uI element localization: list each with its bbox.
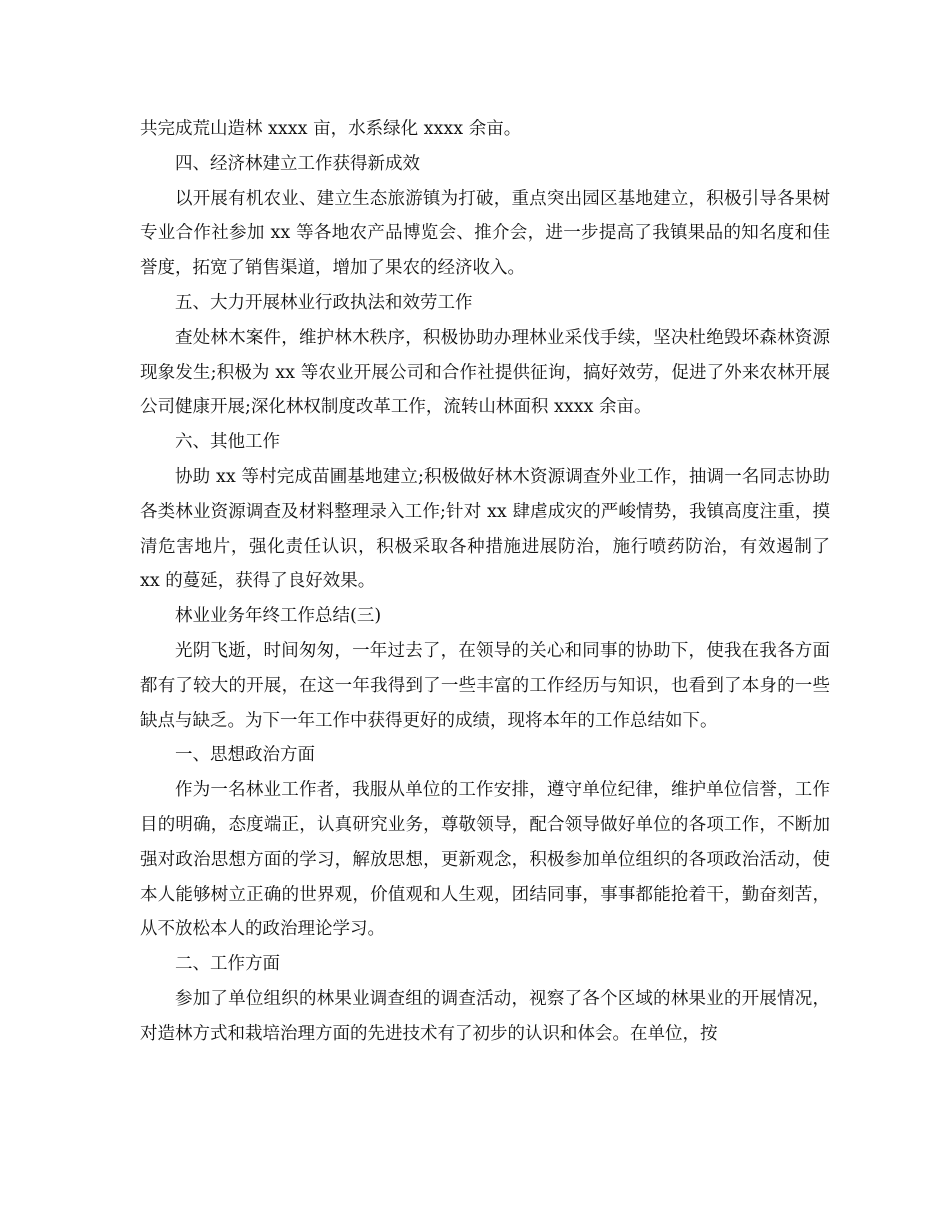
paragraph-introduction: 光阴飞逝，时间匆匆，一年过去了，在领导的关心和同事的协助下，使我在我各方面都有了较大的开展，在这一年我得到了一些丰富的工作经历与知识，也看到了本身的一些缺点与缺乏。为下一年工作中获得更好的成绩，现将本年的工作总结如下。 <box>140 640 830 731</box>
section-heading-economic-forest: 四、经济林建立工作获得新成效 <box>175 153 420 174</box>
document-subtitle: 林业业务年终工作总结(三) <box>175 606 382 627</box>
paragraph-economic-forest: 以开展有机农业、建立生态旅游镇为打破，重点突出园区基地建立，积极引导各果树专业合作社参加 xx 等各地农产品博览会、推介会，进一步提高了我镇果品的知名度和佳誉度，拓宽了销售渠道，增加了果农的经济收入。 <box>140 188 830 279</box>
section-heading-law-enforcement: 五、大力开展林业行政执法和效劳工作 <box>175 292 473 313</box>
paragraph-political: 作为一名林业工作者，我服从单位的工作安排，遵守单位纪律，维护单位信誉，工作目的明确，态度端正，认真研究业务，尊敬领导，配合领导做好单位的各项工作，不断加强对政治思想方面的学习，解放思想，更新观念，积极参加单位组织的各项政治活动，使本人能够树立正确的世界观，价值观和人生观，团结同事，事事都能抢着干，勤奋刻苦，从不放松本人的政治理论学习。 <box>140 780 830 940</box>
paragraph-law-enforcement: 查处林木案件，维护林木秩序，积极协助办理林业采伐手续，坚决杜绝毁坏森林资源现象发生;积极为 xx 等农业开展公司和合作社提供征询，搞好效劳，促进了外来农林开展公司健康开展;深化林权制度改革工作，流转山林面积 xxxx 余亩。 <box>140 327 830 418</box>
section-heading-other-work: 六、其他工作 <box>175 432 280 453</box>
paragraph-other-work: 协助 xx 等村完成苗圃基地建立;积极做好林木资源调查外业工作，抽调一名同志协助各类林业资源调查及材料整理录入工作;针对 xx 肆虐成灾的严峻情势，我镇高度注重，摸清危害地片，强化责任认识，积极采取各种措施进展防治，施行喷药防治，有效遏制了 xx 的蔓延，获得了良好效果。 <box>140 466 830 592</box>
paragraph-work: 参加了单位组织的林果业调查组的调查活动，视察了各个区域的林果业的开展情况，对造林方式和栽培治理方面的先进技术有了初步的认识和体会。在单位，按 <box>140 988 830 1044</box>
document-page <box>140 112 830 1052</box>
section-heading-political: 一、思想政治方面 <box>175 745 315 766</box>
section-heading-work: 二、工作方面 <box>175 954 280 975</box>
paragraph-afforestation-summary: 共完成荒山造林 xxxx 亩，水系绿化 xxxx 余亩。 <box>140 119 522 139</box>
